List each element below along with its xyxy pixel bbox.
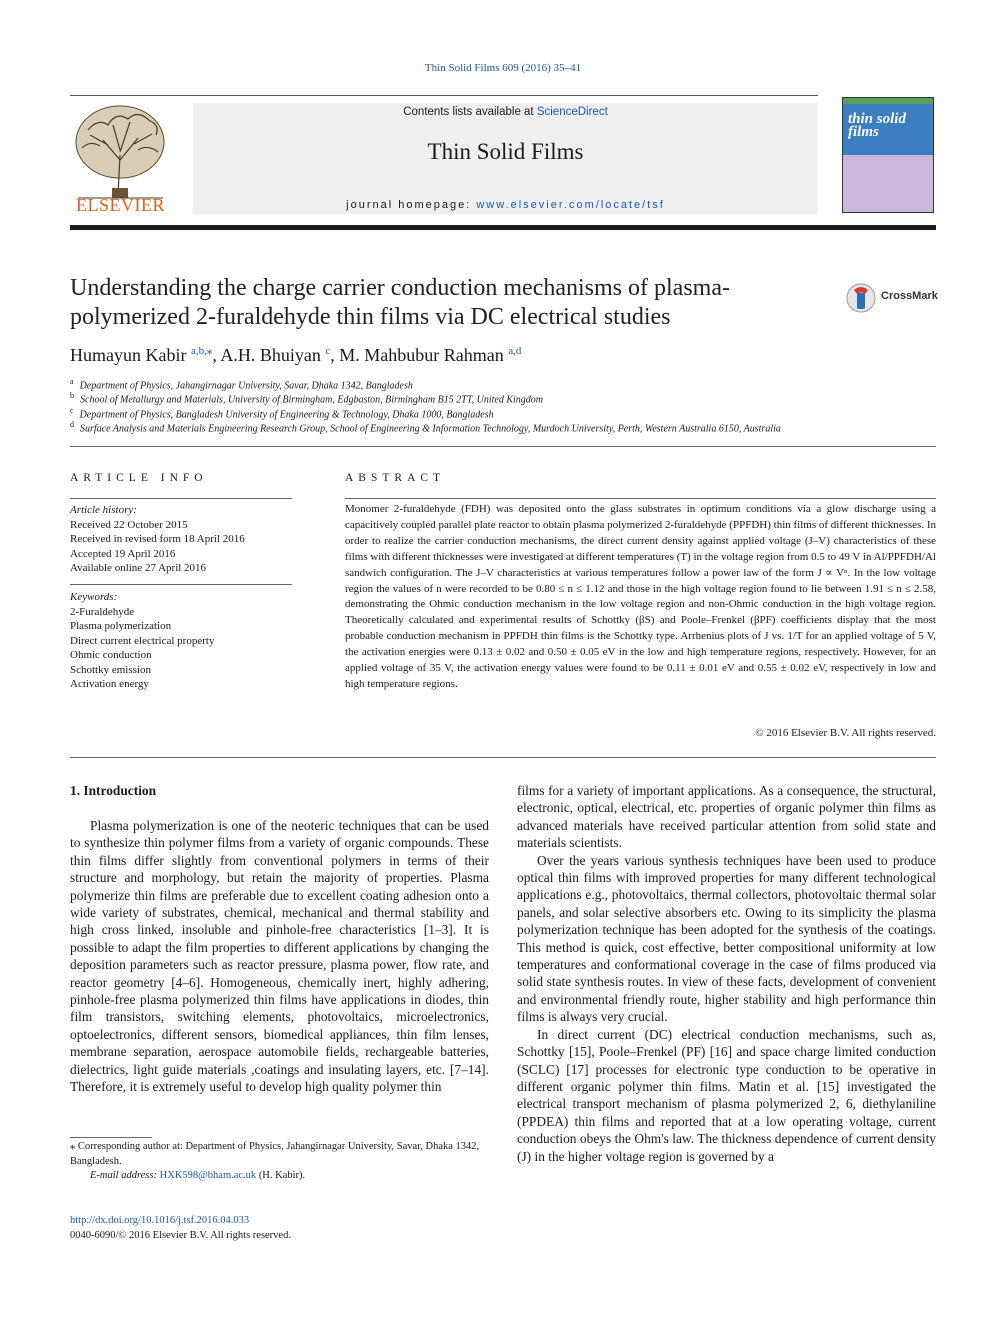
email-note bbox=[70, 1169, 490, 1184]
article-history bbox=[70, 503, 292, 576]
crossmark-icon bbox=[846, 281, 876, 315]
email-label: E-mail address: bbox=[90, 1170, 160, 1181]
keyword: 2-Furaldehyde bbox=[70, 605, 135, 618]
author-3[interactable] bbox=[339, 345, 521, 365]
issn-copyright: 0040-6090/© 2016 Elsevier B.V. All rights reserved. bbox=[70, 1230, 291, 1241]
email-link[interactable]: HXK598@bham.ac.uk bbox=[159, 1170, 257, 1181]
header-top-rule bbox=[70, 95, 818, 96]
elsevier-wordmark: ELSEVIER bbox=[76, 195, 165, 215]
footnote bbox=[70, 1140, 490, 1184]
article-info-rule bbox=[70, 498, 292, 499]
author-name: Humayun Kabir bbox=[70, 345, 187, 365]
keywords bbox=[70, 590, 292, 692]
abstract-heading: ABSTRACT bbox=[345, 472, 446, 484]
history-accepted: Accepted 19 April 2016 bbox=[70, 547, 176, 560]
footnote-rule bbox=[70, 1137, 152, 1138]
keyword: Activation energy bbox=[70, 678, 149, 690]
keywords-rule bbox=[70, 584, 292, 585]
author-name: M. Mahbubur Rahman bbox=[339, 345, 504, 365]
author-list bbox=[70, 344, 521, 366]
affiliation-mark: b bbox=[70, 391, 74, 400]
keyword: Schottky emission bbox=[70, 663, 151, 676]
author-2[interactable] bbox=[220, 345, 339, 365]
email-suffix: (H. Kabir). bbox=[256, 1170, 306, 1181]
affiliation-text: Surface Analysis and Materials Engineering Research Group, School of Engineering & Information Technology, Murdoch University, Perth, Western Australia 6150, Australia bbox=[80, 423, 781, 435]
keyword: Ohmic conduction bbox=[70, 649, 152, 661]
history-online: Available online 27 April 2016 bbox=[70, 562, 207, 574]
paragraph: Plasma polymerization is one of the neoteric techniques that can be used to synthesize thin polymer films from a variety of organic compounds. These thin films differ slightly from conventional polymers in terms of their structure and morphology, but retain the majority of properties. Plasma polymerize thin films are preferable due to excellent coating adhesion onto a wide variety of substrates, chemical, mechanical and thermal stability and high cross linked, insoluble and pinhole-free characteristics [1–3]. It is possible to adapt the film properties to different applications by changing the deposition parameters such as reactor pressure, plasma power, flow rate, and reactor geometry [4–6]. Homogeneous, chemically inert, highly adhering, pinhole-free plasma polymerized thin films have applications in diodes, thin film transistors, switching elements, photovoltaics, microelectronics, optoelectronics, different sensors, biomedical appliances, thin film lenses, membrane separation, aerospace automobile fields, rechargeable batteries, dielectrics, light guide materials ,coatings and insulating layers, etc. [7–14]. Therefore, it is extremely useful to develop high quality polymer thin bbox=[70, 818, 489, 1095]
journal-name: Thin Solid Films bbox=[427, 139, 584, 164]
elsevier-logo bbox=[68, 100, 173, 218]
keyword: Plasma polymerization bbox=[70, 620, 172, 632]
author-separator: , bbox=[212, 345, 221, 365]
author-1[interactable] bbox=[70, 345, 220, 365]
paragraph: films for a variety of important applications. As a consequence, the structural, electronic, optical, electrical, etc. properties of organic polymer thin films as advanced materials have received particular attention from solid state and materials scientists. bbox=[517, 783, 936, 851]
body-column-right bbox=[517, 782, 936, 1165]
keyword: Direct current electrical property bbox=[70, 634, 215, 647]
history-revised: Received in revised form 18 April 2016 bbox=[70, 533, 245, 545]
crossmark-label: CrossMark bbox=[881, 290, 938, 302]
cover-title: thin solid films bbox=[848, 111, 906, 140]
header-thick-rule bbox=[70, 225, 936, 230]
affiliation-text: Department of Physics, Jahangirnagar University, Savar, Dhaka 1342, Bangladesh bbox=[79, 380, 413, 392]
abstract-rule bbox=[345, 498, 936, 499]
affiliation-text: School of Metallurgy and Materials, University of Birmingham, Edgbaston, Birmingham B15 2TT, United Kingdom bbox=[80, 394, 544, 406]
author-marks[interactable]: a,d bbox=[508, 345, 522, 357]
abstract-text: Monomer 2-furaldehyde (FDH) was deposited onto the glass substrates in optimum conditions via a glow discharge using a capacitively coupled parallel plate reactor to obtain plasma polymerized 2-furaldehyde (PPFDH) thin films of different thicknesses. In order to realize the carrier conduction mechanisms, the direct current density against applied voltage (J–V) characteristics of these films with different thicknesses were investigated at different temperatures (T) in the voltage region from 0.5 to 49 V in Al/PPFDH/Al sandwich configuration. The J–V characteristics at various temperatures follow a power law of the form J ∝ Vⁿ. In the low voltage region the values of n were recorded to be 0.80 ≤ n ≤ 1.12 and those in the high voltage region found to lie between 1.91 ≤ n ≤ 2.58, demonstrating the Ohmic conduction mechanism in the low voltage region and non-Ohmic conduction in the high voltage region. Theoretically calculated and experimental results of Schottky (βS) and Poole–Frenkel (βPF) coefficients display that the most probable conduction mechanism in PPFDH thin films is the Schottky type. Arrhenius plots of J vs. 1/T for an applied voltage of 5 V, the activation energies were 0.13 ± 0.02 and 0.50 ± 0.05 eV in the low and high temperature regions, respectively. However, for an applied voltage of 35 V, the activation energy values were found to be 0.11 ± 0.01 eV and 0.55 ± 0.02 eV, respectively in low and high temperature regions. bbox=[345, 503, 936, 690]
section-heading-introduction: 1. Introduction bbox=[70, 783, 157, 798]
journal-reference[interactable]: Thin Solid Films 609 (2016) 35–41 bbox=[424, 62, 582, 74]
homepage-link[interactable]: www.elsevier.com/locate/tsf bbox=[476, 199, 665, 211]
history-received: Received 22 October 2015 bbox=[70, 518, 188, 531]
affiliations-rule bbox=[70, 446, 936, 447]
journal-cover[interactable] bbox=[842, 97, 934, 213]
affiliation-mark: d bbox=[70, 420, 74, 429]
affiliation-mark: c bbox=[70, 406, 74, 415]
doi-link[interactable]: http://dx.doi.org/10.1016/j.tsf.2016.04.033 bbox=[70, 1215, 250, 1226]
affiliation-mark: a bbox=[70, 377, 74, 386]
article-info-heading: ARTICLE INFO bbox=[70, 472, 208, 484]
abstract-copyright: © 2016 Elsevier B.V. All rights reserved. bbox=[755, 727, 936, 739]
affiliation-b bbox=[70, 391, 543, 405]
author-name: A.H. Bhuiyan bbox=[220, 345, 321, 365]
paragraph: In direct current (DC) electrical conduction mechanisms, such as, Schottky [15], Poole–Frenkel (PF) [16] and space charge limited conduction (SCLC) [17] processes for electronic type conduction to be operative in different organic polymer thin films. Matin et al. [15] investigated the electrical transport mechanism of plasma polymerized 2, 6, diethylaniline (PPDEA) thin films and reported that at a low operating voltage, current conduction obeys the Ohm's law. The thickness dependence of current density (J) in the higher voltage region is governed by a bbox=[517, 1026, 936, 1164]
history-label: Article history: bbox=[70, 504, 137, 516]
body-column-left bbox=[70, 817, 489, 1096]
crossmark-badge[interactable] bbox=[846, 281, 938, 315]
journal-homepage bbox=[193, 199, 818, 211]
contents-line bbox=[193, 106, 818, 118]
author-marks[interactable]: a,b,⁎ bbox=[190, 345, 213, 357]
corresponding-author-note: ⁎ Corresponding author at: Department of Physics, Jahangirnagar University, Savar, Dhaka 1342, Bangladesh. bbox=[70, 1141, 480, 1167]
affiliation-text: Department of Physics, Bangladesh University of Engineering & Technology, Dhaka 1000, Bangladesh bbox=[79, 409, 494, 421]
author-separator: , bbox=[330, 345, 340, 365]
homepage-prefix: journal homepage: bbox=[346, 199, 477, 211]
affiliation-d bbox=[70, 420, 781, 434]
article-title: Understanding the charge carrier conduction mechanisms of plasma-polymerized 2-furaldehyde thin films via DC electrical studies bbox=[70, 275, 730, 330]
contents-prefix: Contents lists available at bbox=[403, 106, 537, 118]
abstract-bottom-rule bbox=[70, 757, 936, 758]
sciencedirect-link[interactable]: ScienceDirect bbox=[536, 106, 608, 118]
paragraph: Over the years various synthesis techniques have been used to produce optical thin films with improved properties for many different technological applications e.g., photovoltaics, thermal collectors, photovoltaic thermal solar panels, and solar selective absorbers etc. Owing to its simplicity the plasma polymerization technique has been adopted for the synthesis of the coatings. This method is quick, cost effective, better compositional uniformity at low temperatures and conformational coverage in the case of films produced via solid state synthesis routes. In view of these facts, development of convenient and environmental friendly route, higher stability and high performance thin films is always very crucial. bbox=[517, 852, 936, 1025]
affiliation-c bbox=[70, 406, 494, 420]
author-marks[interactable]: c bbox=[325, 345, 331, 357]
keywords-label: Keywords: bbox=[70, 591, 118, 603]
affiliation-a bbox=[70, 377, 413, 391]
